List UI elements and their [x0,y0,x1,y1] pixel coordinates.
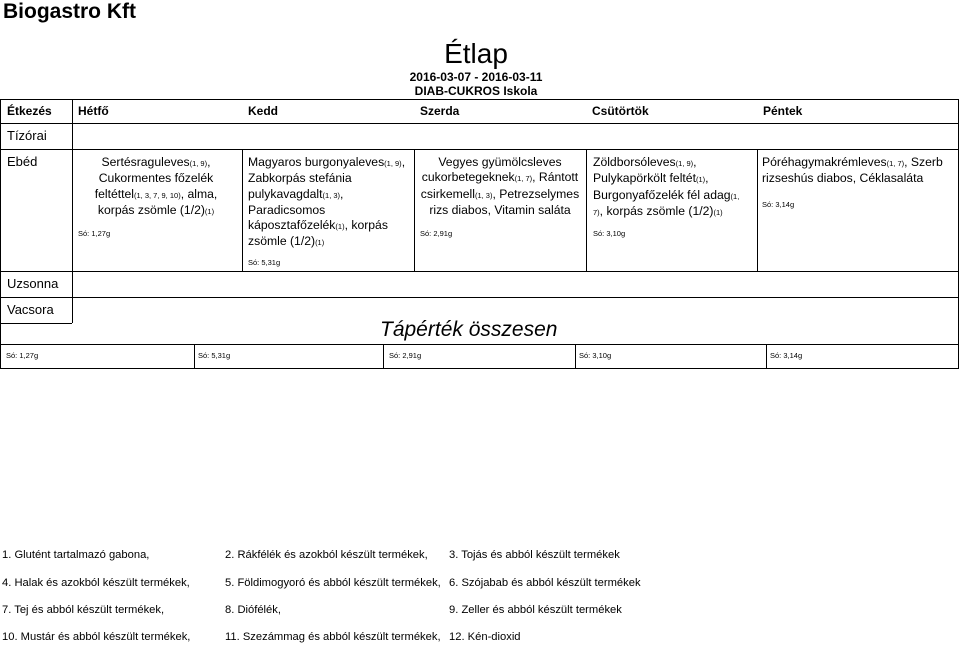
grid-line [0,297,959,298]
allergen-item: 11. Szezámmag és abból készült termékek, [225,631,441,643]
allergen-item: 5. Földimogyoró és abból készült termékek, [225,577,441,589]
grid-line [383,344,384,368]
lunch-tuesday: Magyaros burgonyaleves(1, 9), Zabkorpás stefánia pulykavagdalt(1, 3), Paradicsomos káposztafőzelék(1), korpás zsömle (1/2)(1) [248,155,406,249]
grid-line [757,149,758,271]
salt-tuesday: Só: 5,31g [248,258,281,267]
lunch-thursday: Zöldborsóleves(1, 9), Pulykapörkölt feltét(1), Burgonyafőzelék fél adag(1, 7), korpás zsömle (1/2)(1) [593,155,740,218]
grid-line [242,149,243,271]
row-label-tizorai: Tízórai [7,128,47,143]
grid-line [586,149,587,271]
total-salt-wednesday: Só: 2,91g [389,351,422,360]
total-salt-monday: Só: 1,27g [6,351,39,360]
grid-line [0,323,72,324]
date-range: 2016-03-07 - 2016-03-11 [409,70,543,84]
header-thursday: Csütörtök [592,104,649,118]
page-title: Étlap [444,38,508,69]
header-tuesday: Kedd [248,104,278,118]
grid-line [0,344,959,345]
grid-line [194,344,195,368]
total-salt-friday: Só: 3,14g [770,351,803,360]
salt-monday: Só: 1,27g [78,229,111,238]
grid-line [0,368,959,369]
grid-line [0,271,959,272]
salt-thursday: Só: 3,10g [593,229,626,238]
allergen-item: 8. Diófélék, [225,604,281,616]
title-block [380,38,572,98]
header-wednesday: Szerda [420,104,460,118]
grid-line [0,123,959,124]
lunch-wednesday: Vegyes gyümölcsleves cukorbetegeknek(1, 7), Rántott csirkemell(1, 3), Petrezselymes rizs diabos, Vitamin saláta [420,155,580,217]
company-name: Biogastro Kft [3,0,136,23]
grid-line [0,99,959,100]
allergen-item: 10. Mustár és abból készült termékek, [2,631,191,643]
total-salt-tuesday: Só: 5,31g [198,351,231,360]
allergen-item: 12. Kén-dioxid [449,631,521,643]
lunch-friday: Póréhagymakrémleves(1, 7), Szerb rizseshús diabos, Céklasaláta [762,155,943,186]
allergen-item: 1. Glutént tartalmazó gabona, [2,549,150,561]
row-label-uzsonna: Uzsonna [7,276,59,291]
totals-title: Tápérték összesen [380,318,558,341]
salt-wednesday: Só: 2,91g [420,229,453,238]
grid-line [575,344,576,368]
grid-line [414,149,415,271]
row-label-vacsora: Vacsora [7,302,54,317]
grid-line [766,344,767,368]
total-salt-thursday: Só: 3,10g [579,351,612,360]
allergen-item: 9. Zeller és abból készült termékek [449,604,622,616]
school-name: DIAB-CUKROS Iskola [414,84,538,98]
allergen-item: 4. Halak és azokból készült termékek, [2,577,190,589]
header-monday: Hétfő [78,104,109,118]
header-friday: Péntek [763,104,803,118]
row-label-ebed: Ebéd [7,154,38,169]
lunch-monday: Sertésraguleves(1, 9), Cukormentes főzelék feltéttel(1, 3, 7, 9, 10), alma, korpás zsömle (1/2)(1) [94,155,218,217]
grid-line [0,99,1,368]
grid-line [0,149,959,150]
allergen-item: 7. Tej és abból készült termékek, [2,604,165,616]
allergen-item: 3. Tojás és abból készült termékek [449,549,620,561]
header-meal: Étkezés [7,104,52,118]
allergen-item: 6. Szójabab és abból készült termékek [449,577,641,589]
grid-line [72,99,73,323]
salt-friday: Só: 3,14g [762,200,795,209]
allergen-item: 2. Rákfélék és azokból készült termékek, [225,549,428,561]
